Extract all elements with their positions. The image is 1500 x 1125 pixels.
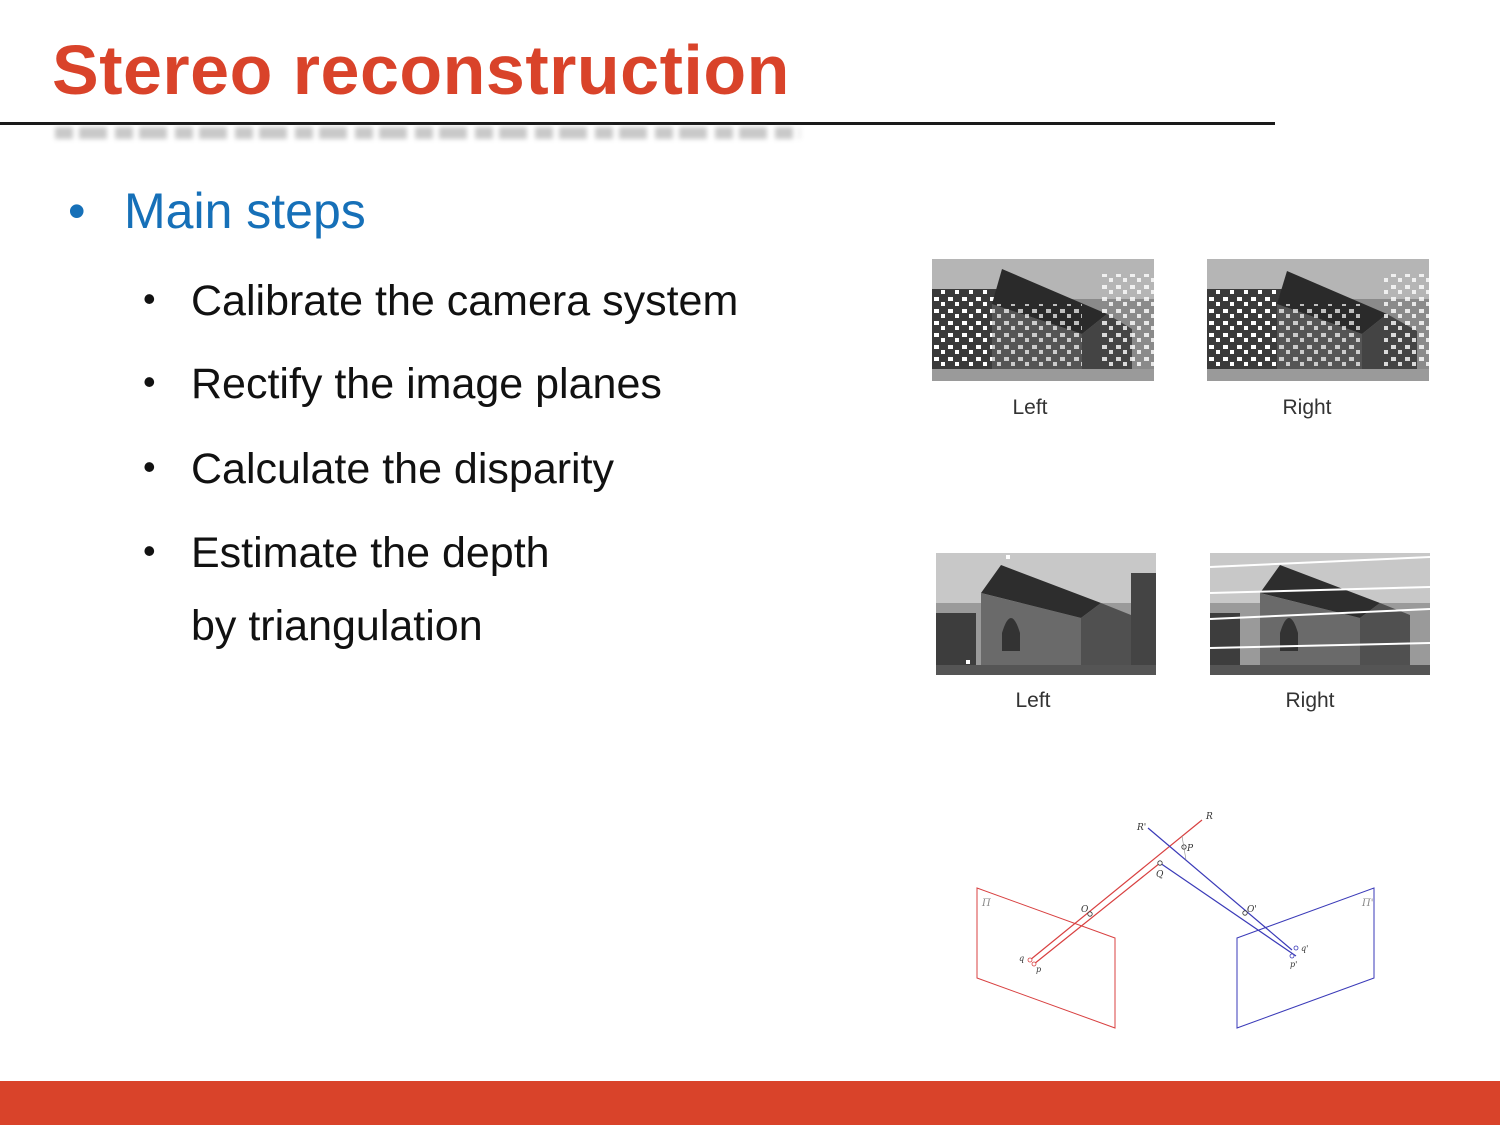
step-text: Calibrate the camera system [191,277,739,325]
blurred-subtitle [55,127,800,139]
label-r-right: R [1206,812,1213,822]
bullet-dot: • [143,278,156,319]
right-image-plane [1237,888,1374,1028]
q-point-marker [1158,861,1162,865]
label-q-small: q [1019,954,1025,963]
right-caption-top: Right [1282,396,1332,419]
label-p-small-right: p' [1290,960,1298,969]
p-small-right-marker [1290,954,1294,958]
bullet-dot: • [143,530,156,571]
left-rectified-photo [936,553,1156,675]
label-pi-left: Π [982,898,991,909]
main-bullet-text: Main steps [124,183,366,239]
step-item [143,277,738,326]
label-q-small-right: q' [1301,944,1309,953]
step-text: Estimate the depth [191,529,550,577]
blue-ray-q [1160,863,1296,956]
left-feature-photo [932,259,1154,381]
triangulation-diagram [960,800,1390,1040]
left-caption-bottom: Left [1015,689,1051,712]
right-caption-bottom: Right [1285,689,1335,712]
q-small-right-marker [1294,946,1298,950]
step-item [143,360,662,409]
red-ray-r [1030,820,1202,960]
label-o-left: O [1081,905,1089,915]
footer-bar [0,1081,1500,1125]
label-pi-right: Π' [1362,898,1374,909]
left-image-plane [977,888,1115,1028]
right-rectified-photo [1210,553,1430,675]
label-p-small: p [1036,965,1042,974]
bullet-dot: • [143,446,156,487]
label-o-right: O' [1247,905,1257,915]
blue-ray-r [1148,828,1292,950]
title-divider [0,122,1275,125]
label-p-point: P [1187,844,1194,854]
step-text: Rectify the image planes [191,360,662,408]
right-feature-photo [1207,259,1429,381]
step-continuation: by triangulation [191,602,483,650]
bullet-dot: • [143,361,156,402]
slide-title: Stereo reconstruction [52,31,790,109]
bullet-dot: • [68,183,86,239]
q-small-marker [1028,958,1032,962]
left-caption-top: Left [1012,396,1048,419]
step-text: Calculate the disparity [191,445,615,493]
o-left-marker [1088,912,1092,916]
step-item [143,529,550,578]
label-q-point: Q [1156,870,1164,880]
red-ray-q [1034,863,1160,964]
main-bullet [68,182,366,240]
step-item [143,445,614,494]
label-r-left: R' [1137,823,1147,833]
